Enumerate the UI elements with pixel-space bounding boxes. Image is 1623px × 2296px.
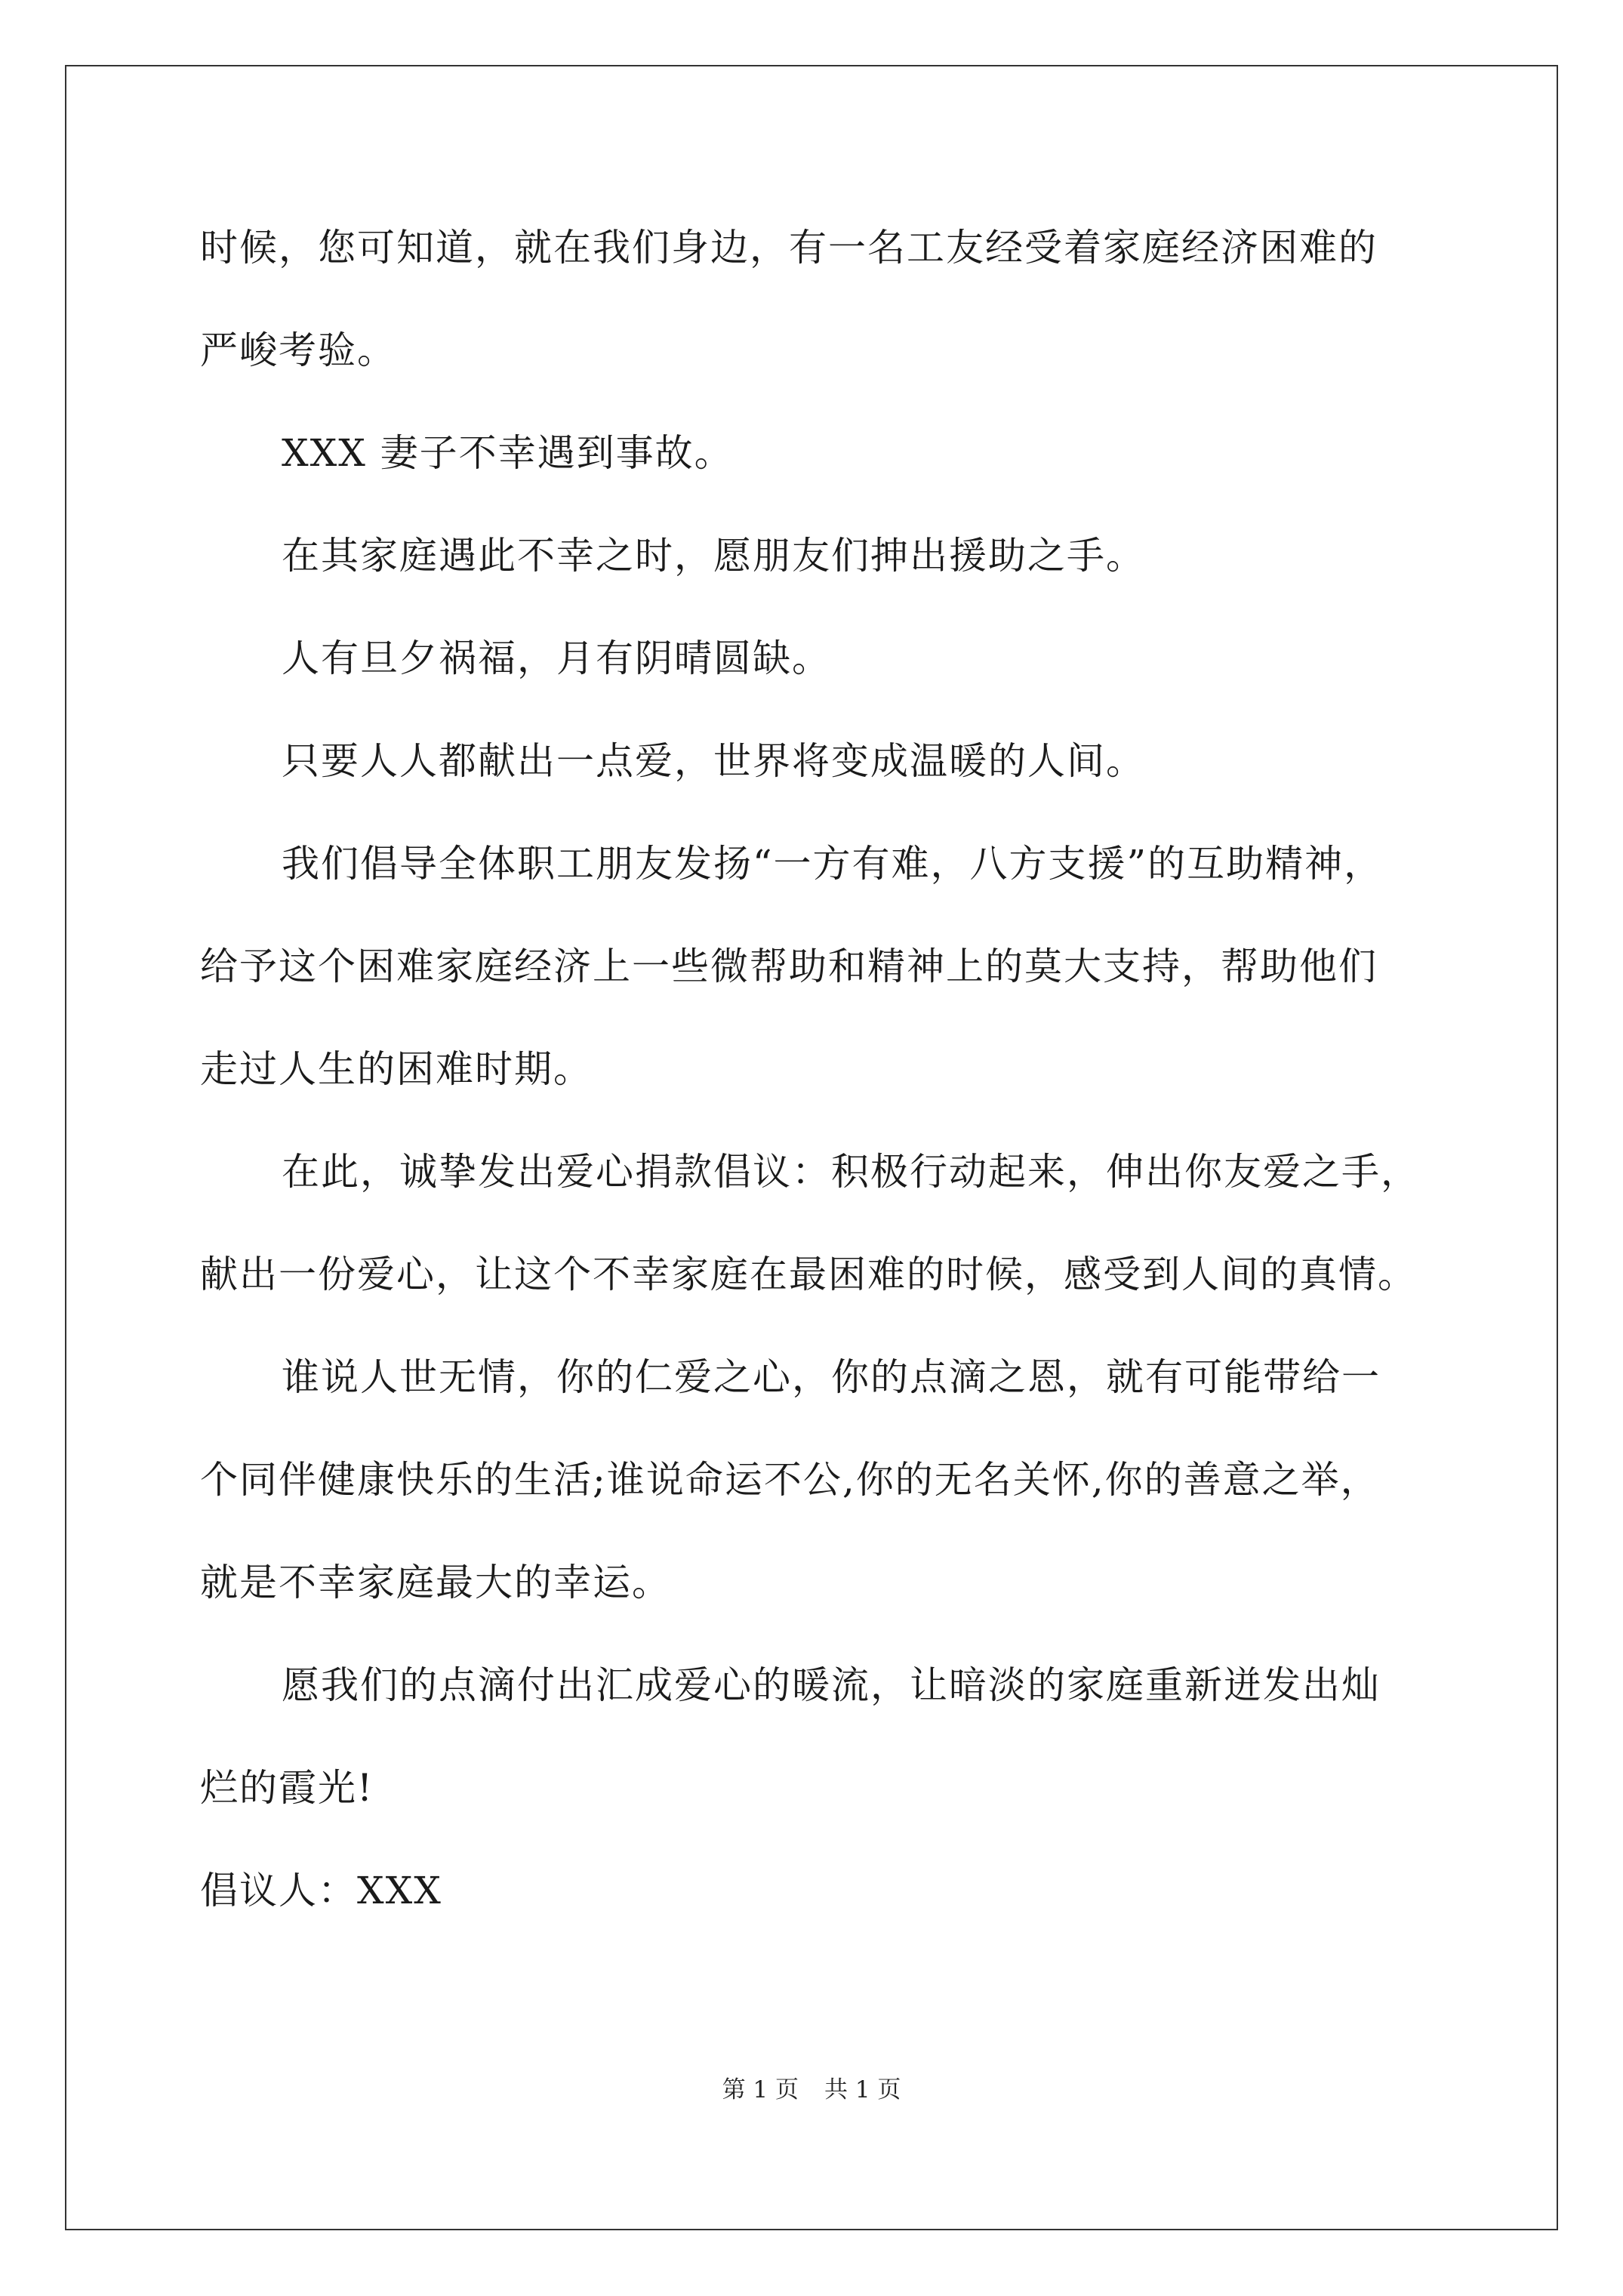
- text-line: 献出一份爱心，让这个不幸家庭在最困难的时候，感受到人间的真情。: [200, 1253, 1417, 1296]
- page-total: 共 1 页: [824, 2076, 901, 2103]
- page-footer: [0, 2075, 1623, 2105]
- text-line: 就是不幸家庭最大的幸运。: [200, 1561, 671, 1604]
- text-line: 烂的霞光!: [200, 1766, 374, 1810]
- text-line: 严峻考验。: [200, 328, 396, 372]
- text-line: 给予这个困难家庭经济上一些微帮助和精神上的莫大支持，帮助他们: [200, 945, 1378, 988]
- text-line: 在此，诚挚发出爱心捐款倡议：积极行动起来，伸出你友爱之手，: [282, 1150, 1420, 1194]
- text-line: 只要人人都献出一点爱，世界将变成温暖的人间。: [282, 739, 1145, 783]
- text-line: 我们倡导全体职工朋友发扬“一方有难，八方支援”的互助精神，: [282, 842, 1384, 886]
- text-line: 谁说人世无情，你的仁爱之心，你的点滴之恩，就有可能带给一: [282, 1355, 1381, 1399]
- signature-line: 倡议人：XXX: [200, 1869, 442, 1912]
- text-line: XXX 妻子不幸遇到事故。: [282, 431, 734, 475]
- text-line: 时候，您可知道，就在我们身边，有一名工友经受着家庭经济困难的: [200, 226, 1378, 270]
- text-line: 走过人生的困难时期。: [200, 1047, 593, 1091]
- text-line: 在其家庭遇此不幸之时，愿朋友们抻出援助之手。: [282, 534, 1145, 578]
- text-line: 个同伴健康快乐的生活;谁说命运不公,你的无名关怀,你的善意之举，: [200, 1458, 1380, 1502]
- text-line: 愿我们的点滴付出汇成爱心的暖流，让暗淡的家庭重新迸发出灿: [282, 1663, 1381, 1707]
- page-number: 第 1 页: [722, 2076, 799, 2103]
- text-line: 人有旦夕祸福，月有阴晴圆缺。: [282, 636, 831, 680]
- document-body: [200, 196, 1453, 1942]
